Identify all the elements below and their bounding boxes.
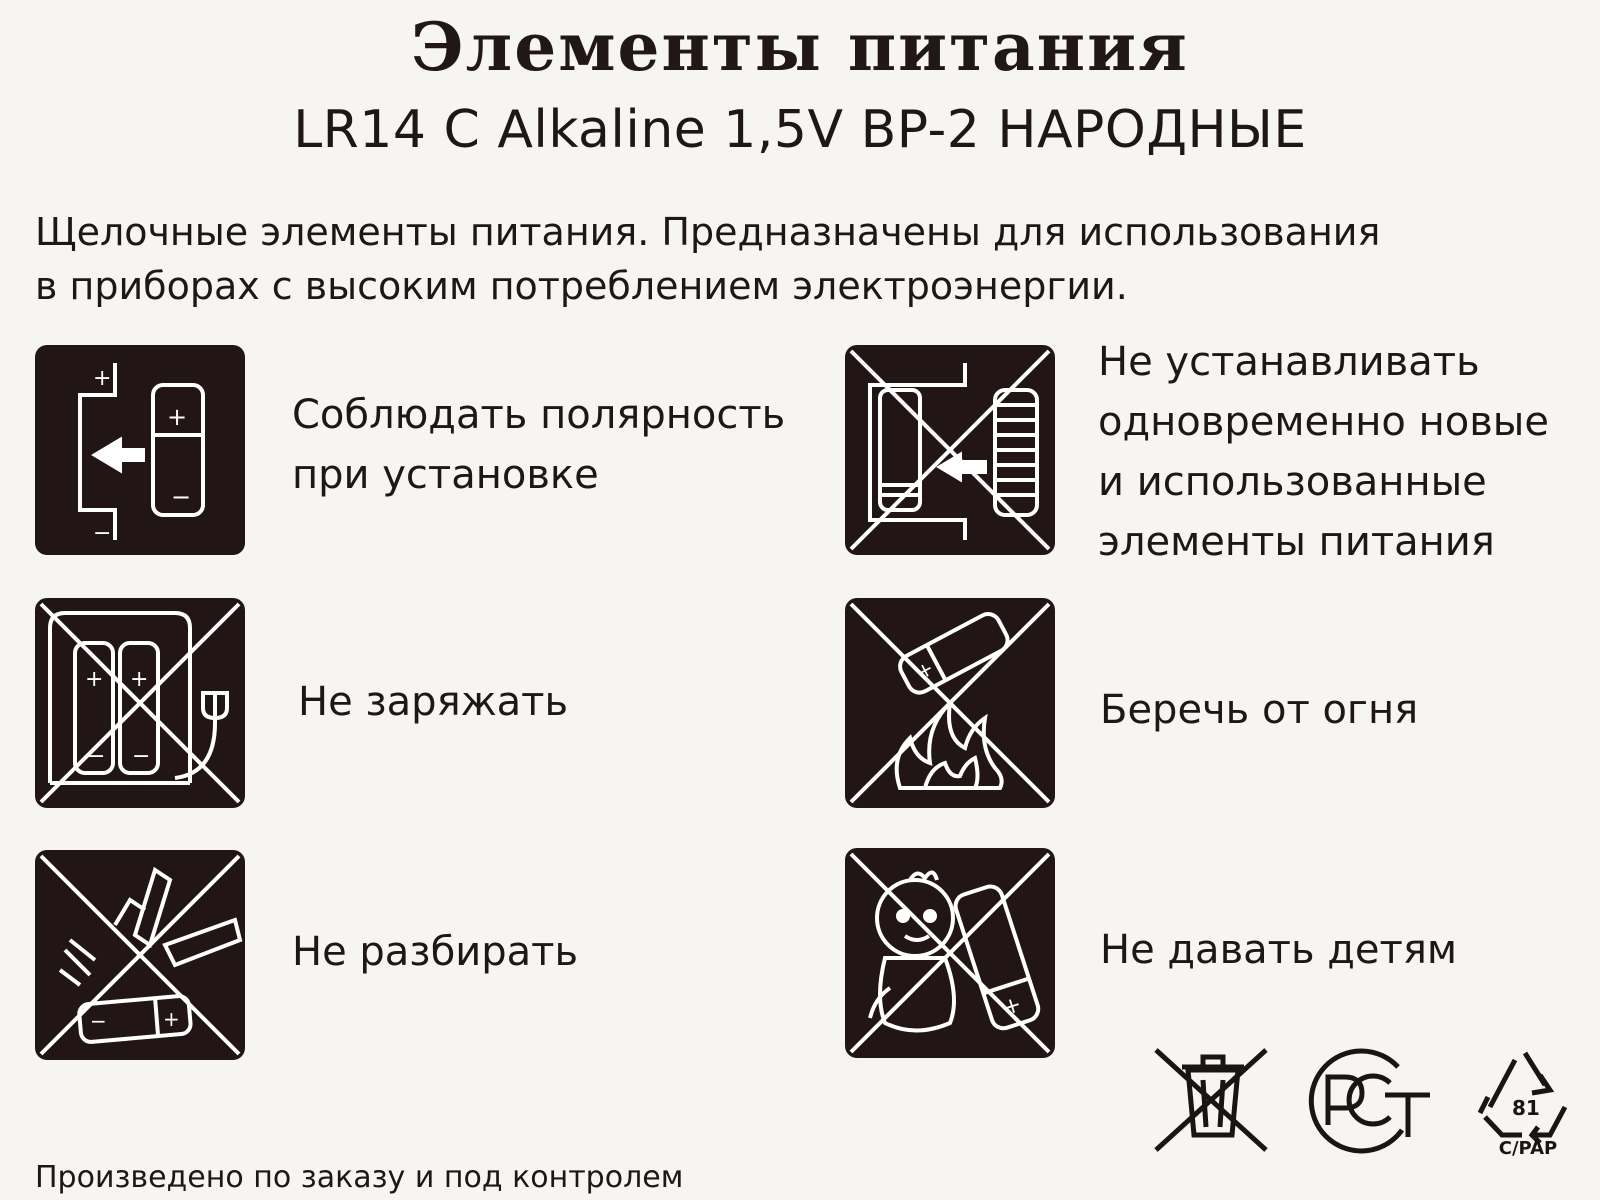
warning-label-polarity: Соблюдать полярность при установке: [292, 392, 786, 498]
no-fire-icon: [845, 598, 1055, 808]
warning-label-no-disassembly: Не разбирать: [292, 929, 579, 975]
recycle-code: 81: [1512, 1096, 1540, 1120]
crossed-bin-icon: [1148, 1045, 1273, 1155]
svg-text:+: +: [163, 1007, 180, 1031]
description-line: в приборах с высоким потреблением электроэнергии.: [35, 264, 1128, 308]
description: [35, 205, 1555, 313]
svg-text:−: −: [132, 744, 151, 769]
svg-text:+: +: [167, 403, 188, 431]
page-title: Элементы питания: [411, 8, 1189, 86]
svg-text:+: +: [93, 366, 112, 391]
warning-label-no-fire: Беречь от огня: [1100, 687, 1419, 733]
svg-text:−: −: [90, 1009, 107, 1033]
no-charging-icon: [35, 598, 245, 808]
footer-text: Произведено по заказу и под контролем: [35, 1160, 684, 1195]
svg-text:+: +: [999, 991, 1025, 1022]
svg-text:−: −: [171, 483, 192, 511]
svg-text:−: −: [87, 744, 106, 769]
svg-text:+: +: [85, 667, 104, 692]
no-children-icon: [845, 848, 1055, 1058]
warning-label-no-charging: Не заряжать: [298, 679, 569, 725]
warning-label-no-children: Не давать детям: [1100, 927, 1458, 973]
svg-text:+: +: [130, 667, 149, 692]
warning-label-no-mixing: Не устанавливать одновременно новые и использованные элементы питания: [1098, 339, 1549, 565]
page-subtitle: LR14 C Alkaline 1,5V BP-2 НАРОДНЫЕ: [293, 100, 1307, 160]
rst-certification-icon: [1290, 1045, 1435, 1155]
svg-text:+: +: [911, 655, 938, 685]
recycle-material: C/PAP: [1498, 1138, 1558, 1159]
no-mixing-icon: [845, 345, 1055, 555]
svg-text:−: −: [93, 521, 112, 546]
polarity-icon: [35, 345, 245, 555]
description-line: Щелочные элементы питания. Предназначены для использования: [35, 210, 1381, 254]
no-disassembly-icon: [35, 850, 245, 1060]
